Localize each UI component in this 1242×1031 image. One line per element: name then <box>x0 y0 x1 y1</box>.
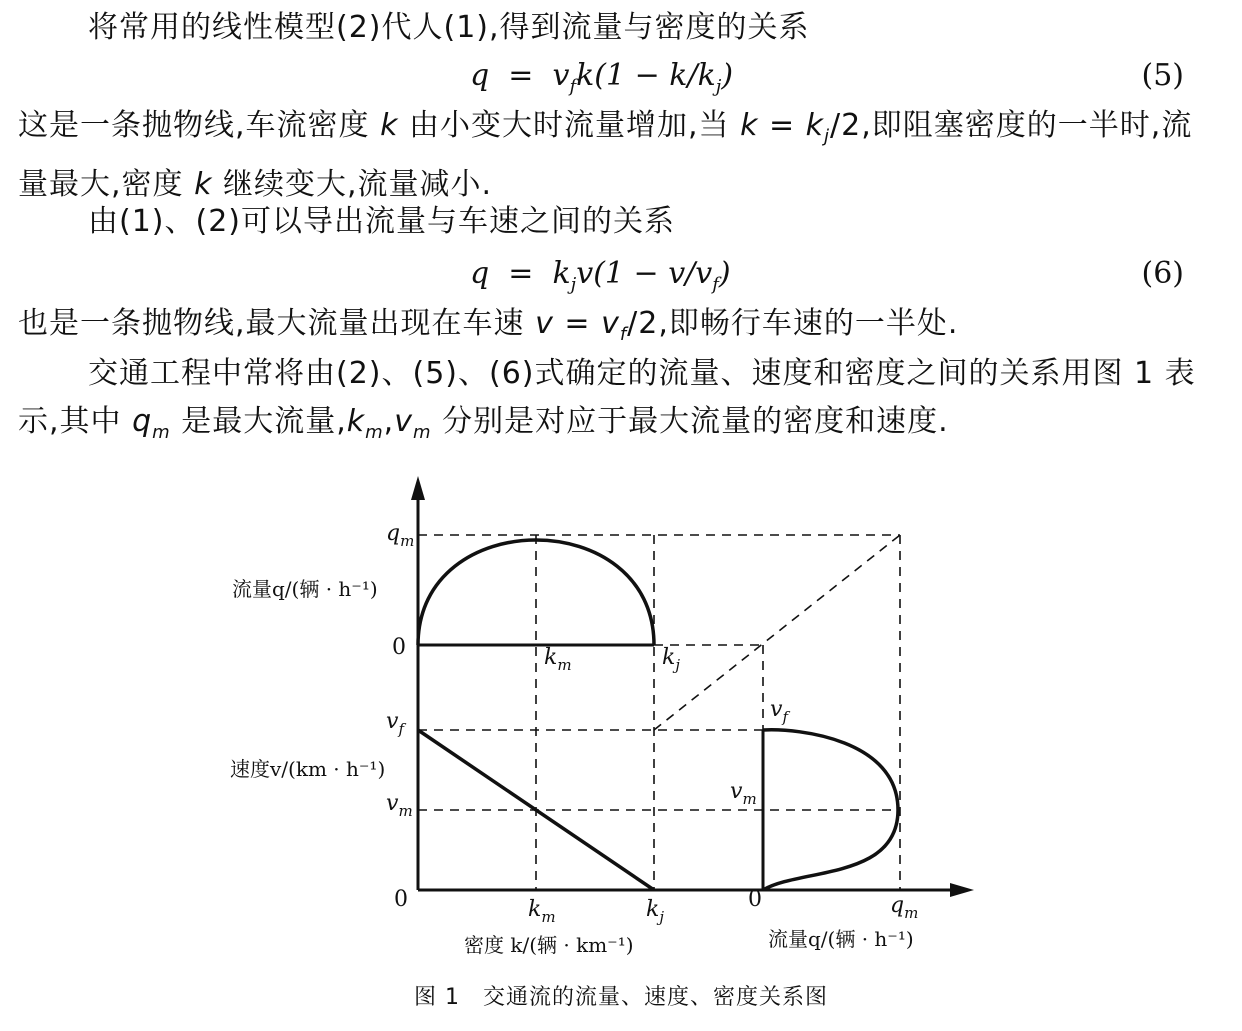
paragraph-1: 将常用的线性模型(2)代人(1),得到流量与密度的关系 <box>88 10 810 45</box>
speed-flow-curve <box>763 730 898 890</box>
label-qm-bottom: $q_m$ <box>890 893 919 922</box>
x-axis-arrow <box>950 883 974 897</box>
paragraph-5: 交通工程中常将由(2)、(5)、(6)式确定的流量、速度和密度之间的关系用图 1 表示,其中 $q_m$ 是最大流量$,k_m,v_m$ 分别是对应于最大流量的密度和速度. <box>18 356 1196 443</box>
label-zero-q: 0 <box>392 635 406 660</box>
label-qm-left: $q_m$ <box>386 521 415 550</box>
paragraph-4: 也是一条抛物线,最大流量出现在车速 $v = v_f/2$,即畅行车速的一半处. <box>18 306 959 345</box>
label-vm-right: $v_m$ <box>730 779 757 808</box>
v-axis-title: 速度v/(km · h⁻¹) <box>230 757 386 781</box>
figure-caption: 图 1 交通流的流量、速度、密度关系图 <box>414 985 828 1010</box>
label-km-bottom: $k_m$ <box>528 897 556 926</box>
label-km-mid: $k_m$ <box>544 645 572 674</box>
label-kj-mid: $k_j$ <box>662 645 680 674</box>
dashed-guides <box>418 535 900 890</box>
equation-5-formula: $q = v_fk(1 - k/k_j)$ <box>470 58 734 97</box>
paragraph-3: 由(1)、(2)可以导出流量与车速之间的关系 <box>88 204 675 239</box>
y-axis-arrow <box>411 476 425 500</box>
label-kj-bottom: $k_j$ <box>646 897 664 926</box>
q-axis-title: 流量q/(辆 · h⁻¹) <box>232 577 378 601</box>
label-vf-left: $v_f$ <box>386 709 404 738</box>
paragraph-2: 这是一条抛物线,车流密度 k 由小变大时流量增加,当 $k = k_j/2$,即阻塞密度的一半时,流量最大,密度 k 继续变大,流量减小. <box>18 108 1193 202</box>
q-axis-bottom-title: 流量q/(辆 · h⁻¹) <box>768 927 914 951</box>
label-vm-left: $v_m$ <box>386 791 413 820</box>
label-vf-right: $v_f$ <box>770 697 788 726</box>
k-axis-title: 密度 k/(辆 · km⁻¹) <box>464 933 634 957</box>
label-zero-origin: 0 <box>394 887 408 912</box>
equation-6-number: (6) <box>1141 256 1184 291</box>
equation-5-number: (5) <box>1141 58 1184 93</box>
equation-6-formula: $q = k_jv(1 - v/v_f)$ <box>470 256 731 295</box>
label-zero-q-axis: 0 <box>748 887 762 912</box>
